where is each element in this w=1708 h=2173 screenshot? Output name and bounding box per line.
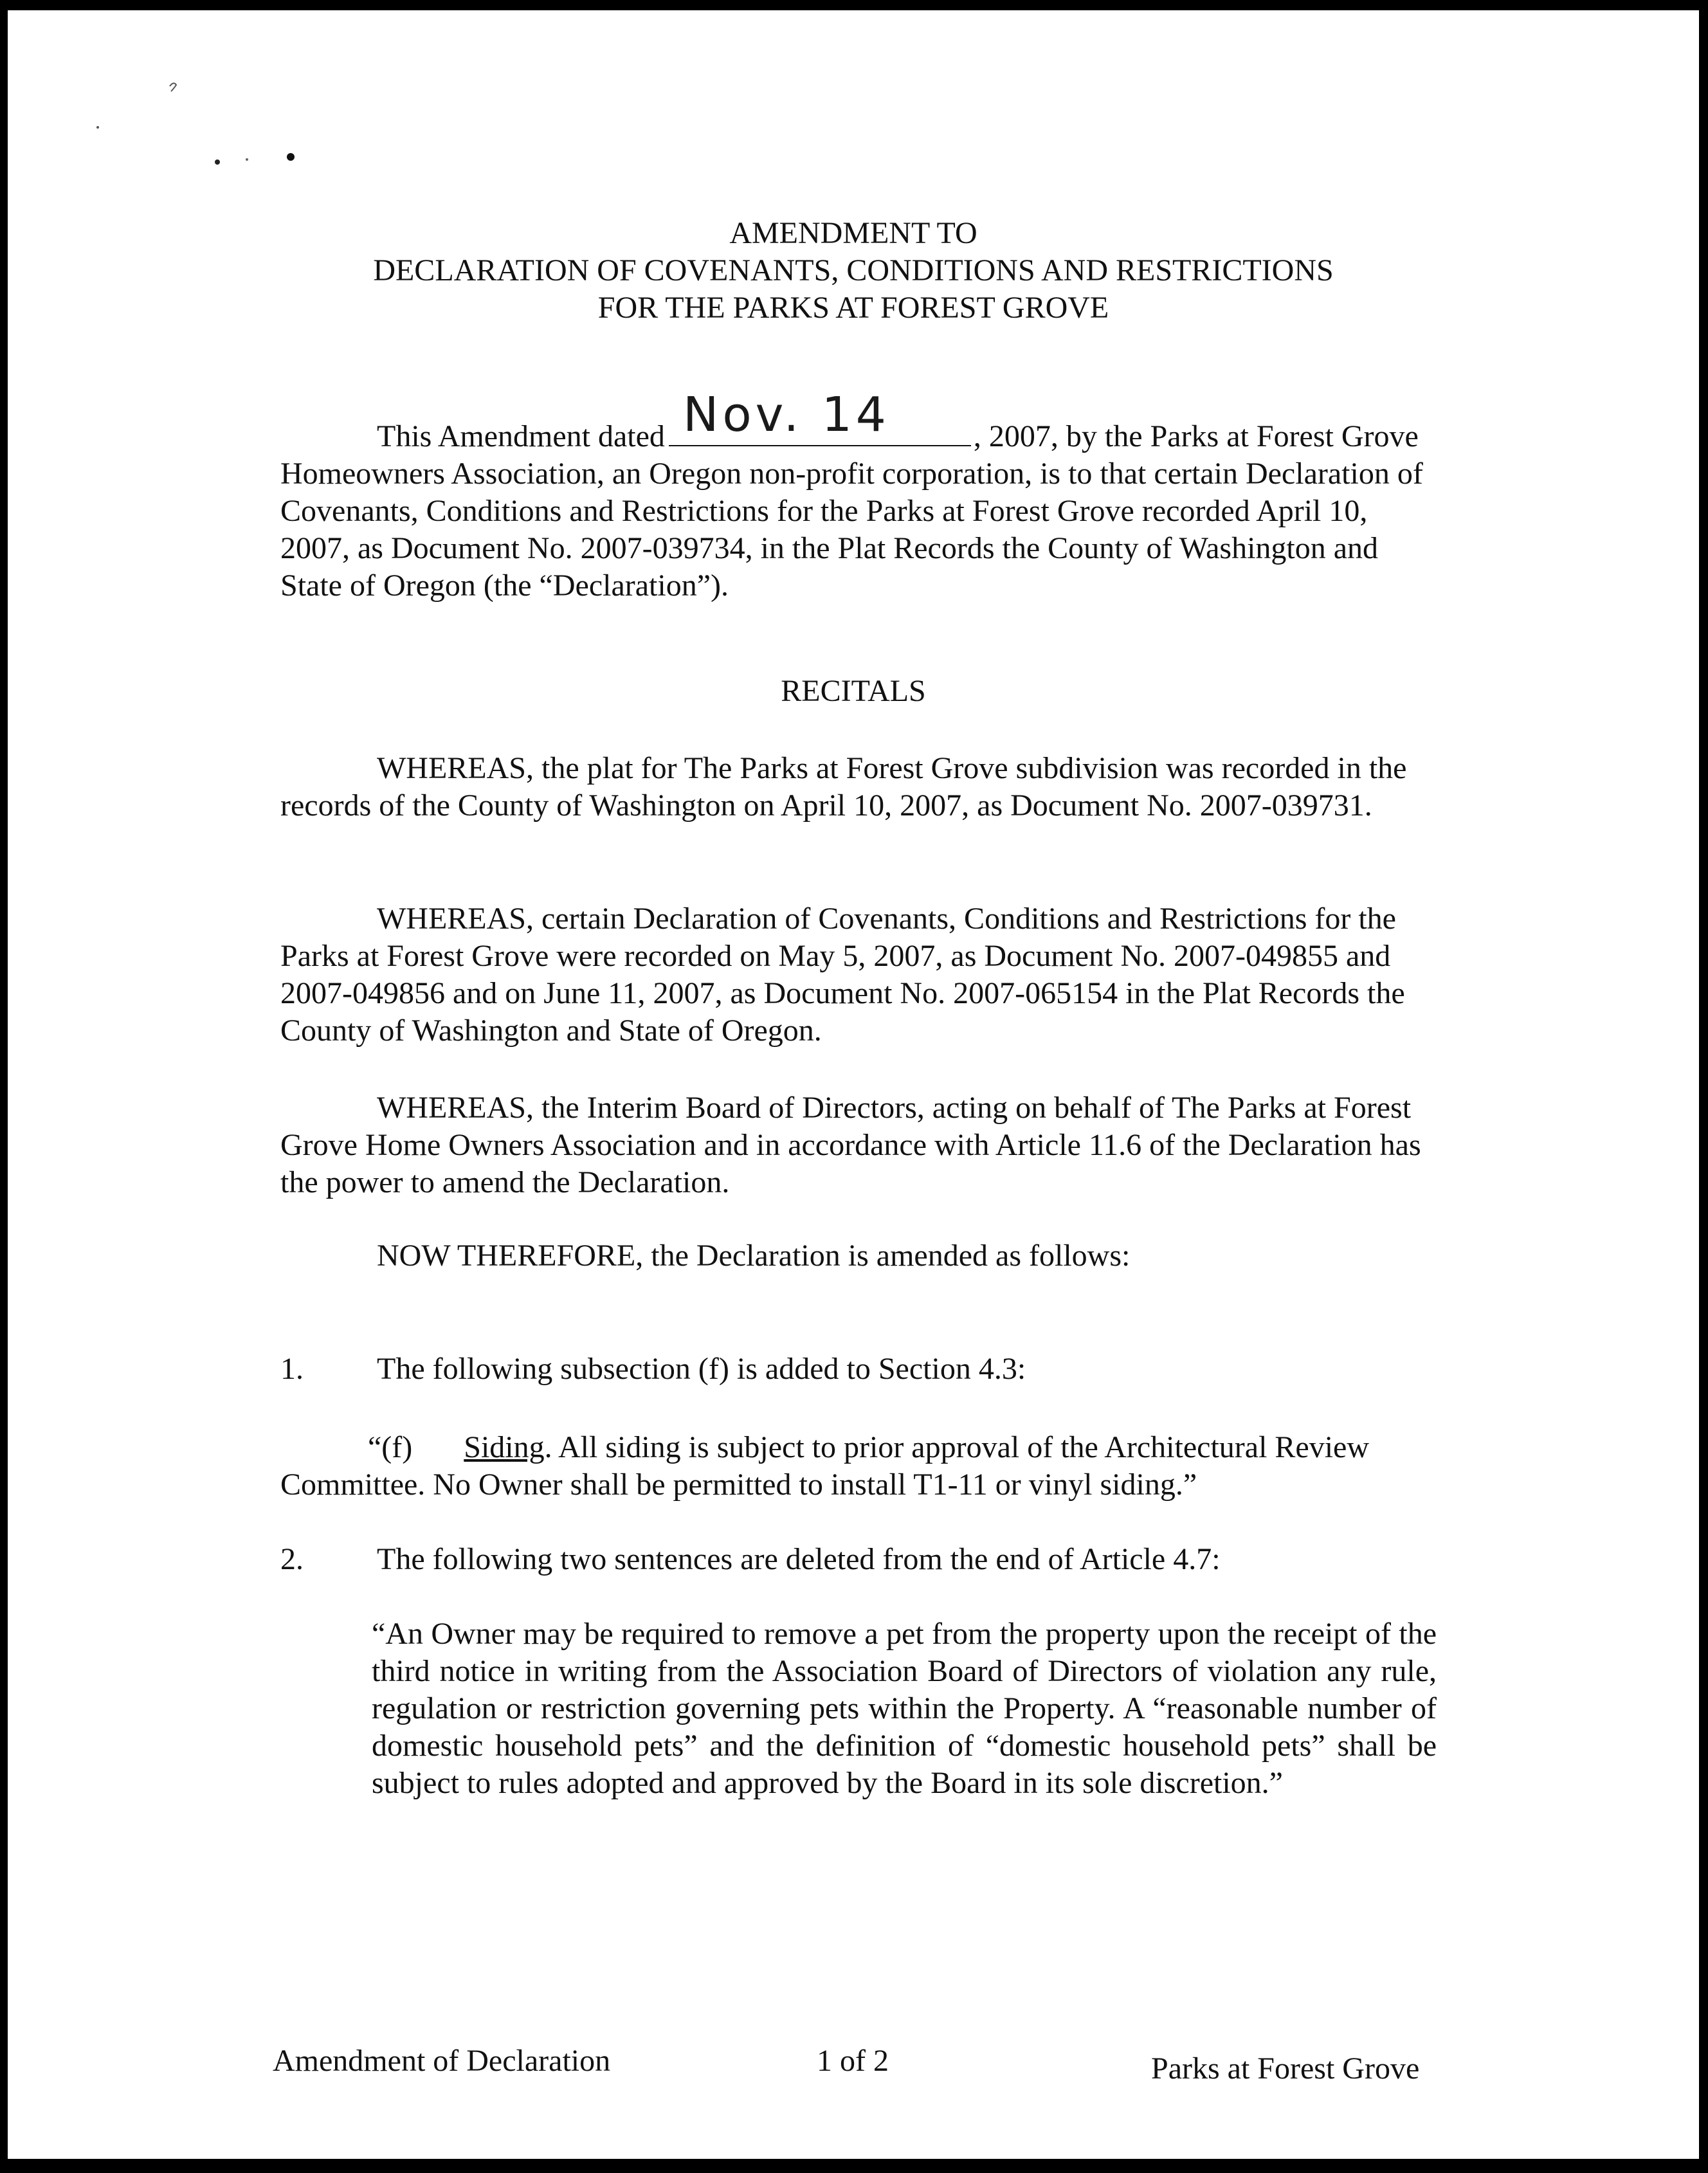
subsection-marker: “(f) [368,1430,413,1464]
speck-mark-1 [170,83,176,91]
now-therefore: NOW THEREFORE, the Declaration is amended as follows: [377,1239,1131,1273]
speck-mark-3 [215,159,220,165]
subsection-heading: Siding [464,1430,545,1464]
title-line-2: DECLARATION OF COVENANTS, CONDITIONS AND RESTRICTIONS [373,253,1334,287]
footer-left: Amendment of Declaration [273,2044,611,2078]
item-1-text: The following subsection (f) is added to Section 4.3: [377,1352,1026,1386]
subsection-text: . All siding is subject to prior approval of the Architectural Review Committee. No Owner shall be permitted to install T1-11 or vinyl siding.” [280,1430,1370,1502]
date-blank [669,387,971,446]
item-2-text: The following two sentences are deleted from the end of Article 4.7: [377,1542,1221,1576]
footer-page-number: 1 of 2 [817,2044,889,2078]
recital-2: WHEREAS, certain Declaration of Covenants, Conditions and Restrictions for the Parks at Forest Grove were recorded on May 5, 2007, as Document No. 2007-049855 and 2007-049856 and on June 11, 2007, as Document No. 2007-065154 in the Plat Records the County of Washington and State of Oregon. [280,902,1405,1048]
scan-specks [8,10,394,203]
intro-paragraph [280,387,1438,605]
recital-1: WHEREAS, the plat for The Parks at Forest Grove subdivision was recorded in the records of the County of Washington on April 10, 2007, as Document No. 2007-039731. [280,751,1407,823]
speck-mark-4 [246,158,248,161]
item-2-quote: “An Owner may be required to remove a pet from the property upon the receipt of the third notice in writing from the Association Board of Directors of violation any rule, regulation or restriction governing pets within the Property. A “reasonable number of domestic household pets” and the definition of “domestic household pets” shall be subject to rules adopted and approved by the Board in its sole discretion.” [372,1617,1437,1800]
item-1 [280,1350,1438,1388]
item-1-number: 1. [280,1352,304,1386]
recitals-heading: RECITALS [781,674,926,708]
document-title [8,215,1699,327]
handwritten-date [679,386,962,437]
speck-mark-2 [96,126,99,129]
item-2-number: 2. [280,1542,304,1576]
footer-right: Parks at Forest Grove [1151,2051,1420,2086]
handwritten-date-text: Nov. 14 [682,387,890,437]
intro-rest: , 2007, by the Parks at Forest Grove Homeowners Association, an Oregon non-profit corporation, is to that certain Declaration of Covenants, Conditions and Restrictions for the Parks at Forest Grove recorded April 10, 2007, as Document No. 2007-039734, in the Plat Records the County of Washington and State of Oregon (the “Declaration”). [280,419,1423,603]
item-1-subsection [280,1429,1438,1504]
item-2 [280,1541,1438,1578]
recital-3: WHEREAS, the Interim Board of Directors, acting on behalf of The Parks at Forest Grove Home Owners Association and in accordance with Article 11.6 of the Declaration has the power to amend the Declaration. [280,1091,1421,1199]
intro-lead: This Amendment dated [377,419,665,453]
title-line-3: FOR THE PARKS AT FOREST GROVE [597,291,1109,325]
title-line-1: AMENDMENT TO [729,216,977,250]
speck-mark-5 [287,153,295,161]
